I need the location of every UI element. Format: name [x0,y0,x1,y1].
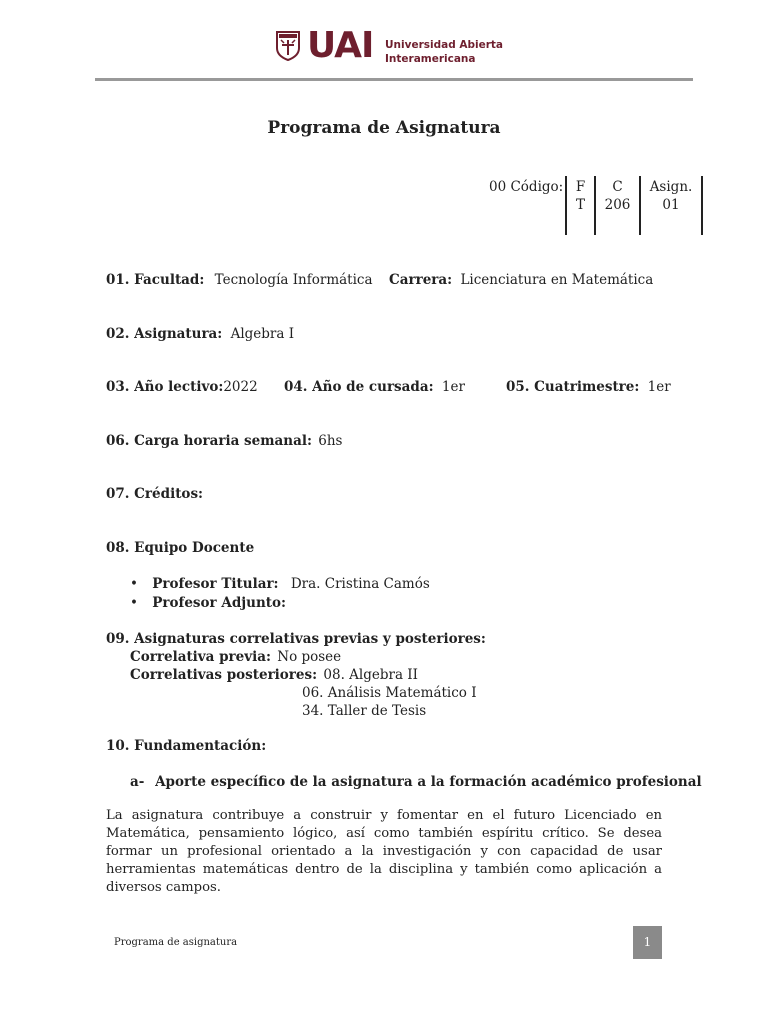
code-cell-line: 01 [662,197,680,213]
previa-value: No posee [277,649,342,665]
carga-row [106,432,342,450]
titular-label: Profesor Titular: [152,576,279,592]
code-cell-line: 206 [604,197,631,213]
previa-label: Correlativa previa: [130,649,271,665]
university-name-line2: Interamericana [385,53,476,65]
code-cell-line: T [575,197,585,213]
anio-cursada-row [284,378,465,396]
bullet-icon: • [130,576,138,592]
document-title: Programa de Asignatura [267,118,501,138]
asignatura-value: Algebra I [230,326,295,342]
header-divider [95,78,693,81]
bullet-icon: • [130,595,138,611]
code-cell-line: F [575,179,586,195]
list-item [130,594,286,612]
carrera-value: Licenciatura en Matemática [460,272,654,288]
posteriores-label: Correlativas posteriores: [130,667,318,683]
university-name-line1: Universidad Abierta [385,39,504,51]
page-number: 1 [633,926,662,959]
anio-lectivo-label: 03. Año lectivo: [106,379,224,395]
adjunto-label: Profesor Adjunto: [152,595,286,611]
code-cell-c206 [596,178,639,214]
carrera-row [389,271,653,289]
anio-lectivo-value: 2022 [223,379,258,395]
facultad-label: 01. Facultad: [106,272,205,288]
code-cell-line: C [612,179,623,195]
logo-text: UAI [307,25,374,66]
correlativas-heading: 09. Asignaturas correlativas previas y posteriores: [106,631,486,647]
cuatrimestre-label: 05. Cuatrimestre: [506,379,640,395]
creditos-label: 07. Créditos: [106,486,204,502]
university-name [385,38,503,66]
anio-cursada-value: 1er [441,379,465,395]
code-divider [701,176,703,235]
footer-label: Programa de asignatura [114,937,238,948]
correlativas-posteriores-row [130,666,418,684]
sub-marker: a- [130,774,145,790]
anio-lectivo-row [106,378,258,396]
carga-label: 06. Carga horaria semanal: [106,433,312,449]
cuatrimestre-row [506,378,671,396]
facultad-row [106,271,373,289]
university-crest-icon [276,31,300,61]
code-cell-ft [567,178,594,214]
posterior-item: 08. Algebra II [323,667,418,683]
equipo-heading: 08. Equipo Docente [106,540,255,556]
facultad-value: Tecnología Informática [214,272,373,288]
fundamentacion-paragraph: La asignatura contribuye a construir y fomentar en el futuro Licenciado en Matemática, pensamiento lógico, así como también espíritu crítico. Se desea formar un profesional orientado a la investigación y con capacidad de usar herramientas matemáticas dentro de la disciplina y también como aplicación a diversos campos. [106,808,662,895]
anio-cursada-label: 04. Año de cursada: [284,379,434,395]
code-cell-line: Asign. [649,179,693,195]
asignatura-row [106,325,294,343]
cuatrimestre-value: 1er [647,379,671,395]
fundamentacion-heading: 10. Fundamentación: [106,738,267,754]
titular-value: Dra. Cristina Camós [290,576,430,592]
list-item [130,575,430,593]
code-label: 00 Código: [489,179,564,195]
posterior-item: 06. Análisis Matemático I [302,685,477,701]
correlativa-previa-row [130,648,341,666]
sub-heading-text: Aporte específico de la asignatura a la formación académico profesional [155,774,702,790]
posterior-item: 34. Taller de Tesis [302,703,427,719]
carga-value: 6hs [318,433,343,449]
code-cell-asign [641,178,701,214]
fundamentacion-subheading [130,773,702,791]
carrera-label: Carrera: [389,272,453,288]
asignatura-label: 02. Asignatura: [106,326,223,342]
